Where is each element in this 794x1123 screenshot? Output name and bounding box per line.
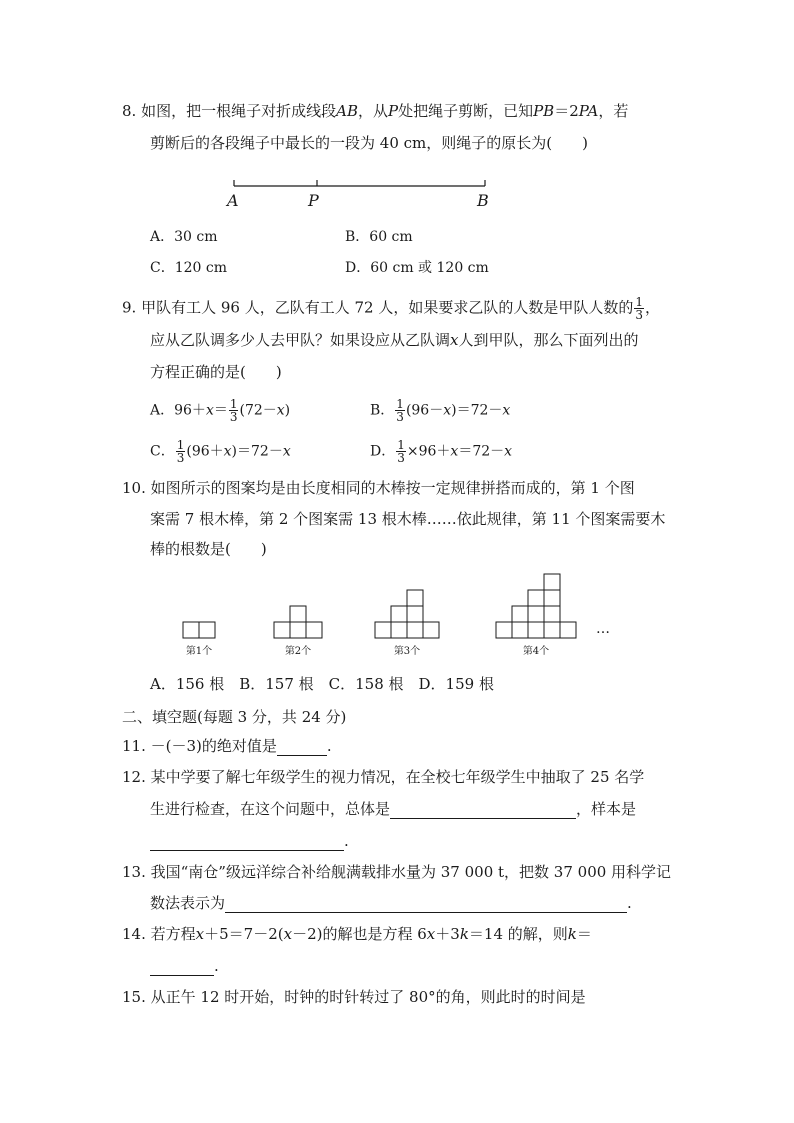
q13-line2: 数法表示为 .	[150, 894, 632, 912]
label-p: P	[308, 191, 319, 210]
q9-option-a[interactable]: A．96＋x＝ $\frac{1}{3}$ (72－x)	[150, 397, 291, 424]
pattern1-square	[183, 622, 199, 638]
pattern4-square	[544, 622, 560, 638]
q12-sample-blank[interactable]	[150, 834, 344, 851]
pattern4-square	[496, 622, 512, 638]
q8-line1: 8. 如图，把一根绳子对折成线段AB，从P处把绳子剪断，已知PB＝2PA，若	[122, 102, 629, 120]
caption-pattern-3: 第3个	[393, 646, 421, 657]
q8-line2: 剪断后的各段绳子中最长的一段为 40 cm，则绳子的原长为( )	[150, 134, 588, 152]
q11-line: 11. －(－3)的绝对值是 .	[122, 737, 332, 755]
pattern4-square	[544, 606, 560, 622]
pattern4-square	[528, 622, 544, 638]
pattern3-square	[407, 590, 423, 606]
label-b: B	[477, 191, 489, 210]
q12-population-blank[interactable]	[390, 802, 576, 819]
pattern2-square	[274, 622, 290, 638]
caption-pattern-2: 第2个	[284, 646, 312, 657]
pattern4-square	[512, 622, 528, 638]
pattern3-square	[375, 622, 391, 638]
caption-pattern-1: 第1个	[185, 646, 213, 657]
section2-title: 二、填空题(每题 3 分，共 24 分)	[122, 708, 347, 726]
q13-answer-blank[interactable]	[225, 896, 627, 913]
q14-line2: .	[150, 956, 219, 976]
q10-options[interactable]: A．156 根 B．157 根 C．158 根 D．159 根	[150, 675, 494, 693]
q9-line2: 应从乙队调多少人去甲队？如果设应从乙队调x人到甲队，那么下面列出的	[150, 331, 639, 349]
q14-line1: 14. 若方程x＋5＝7－2(x－2)的解也是方程 6x＋3k＝14 的解，则k＝	[122, 925, 592, 943]
q13-line1: 13. 我国“南仓”级远洋综合补给舰满载排水量为 37 000 t，把数 37 000 用科学记	[122, 863, 672, 881]
q8-option-b[interactable]: B．60 cm	[345, 229, 413, 245]
pattern2-square	[290, 622, 306, 638]
pattern3-square	[423, 622, 439, 638]
q8-option-a[interactable]: A．30 cm	[150, 229, 218, 245]
q15-line1: 15. 从正午 12 时开始，时钟的时针转过了 80°的角，则此时的时间是	[122, 988, 586, 1006]
q8-option-d[interactable]: D．60 cm 或 120 cm	[345, 260, 489, 276]
pattern4-square	[528, 590, 544, 606]
q10-line3: 棒的根数是( )	[150, 540, 267, 558]
q12-line2: 生进行检查，在这个问题中，总体是 ，样本是	[150, 800, 637, 818]
pattern3-square	[407, 606, 423, 622]
pattern4-square	[560, 622, 576, 638]
caption-pattern-4: 第4个	[522, 646, 550, 657]
pattern4-square	[512, 606, 528, 622]
q10-line2: 案需 7 根木棒，第 2 个图案需 13 根木棒……依此规律，第 11 个图案需要木	[150, 510, 666, 528]
pattern4-square	[528, 606, 544, 622]
pattern1-square	[199, 622, 215, 638]
q9-option-d[interactable]: D． $\frac{1}{3}$ ×96＋x＝72－x	[370, 438, 513, 465]
pattern4-square	[544, 590, 560, 606]
q11-answer-blank[interactable]	[277, 739, 327, 756]
q14-answer-blank[interactable]	[150, 959, 214, 976]
pattern3-square	[407, 622, 423, 638]
pattern3-square	[391, 622, 407, 638]
q10-line1: 10. 如图所示的图案均是由长度相同的木棒按一定规律拼搭而成的，第 1 个图	[122, 479, 635, 497]
q9-line1: 9. 甲队有工人 96 人，乙队有工人 72 人，如果要求乙队的人数是甲队人数的 $\frac{1}{3}$ ，	[122, 295, 660, 322]
pattern3-square	[391, 606, 407, 622]
pattern2-square	[290, 606, 306, 622]
pattern4-square	[544, 574, 560, 590]
q12-line1: 12. 某中学要了解七年级学生的视力情况，在全校七年级学生中抽取了 25 名学	[122, 768, 645, 786]
q8-option-c[interactable]: C．120 cm	[150, 260, 227, 276]
pattern2-square	[306, 622, 322, 638]
q9-line3: 方程正确的是( )	[150, 363, 282, 381]
q9-option-b[interactable]: B． $\frac{1}{3}$ (96－x)＝72－x	[370, 397, 511, 424]
q12-line3: .	[150, 831, 349, 851]
label-a: A	[227, 191, 239, 210]
pattern-ellipsis: …	[596, 621, 610, 637]
q9-option-c[interactable]: C． $\frac{1}{3}$ (96＋x)＝72－x	[150, 438, 291, 465]
